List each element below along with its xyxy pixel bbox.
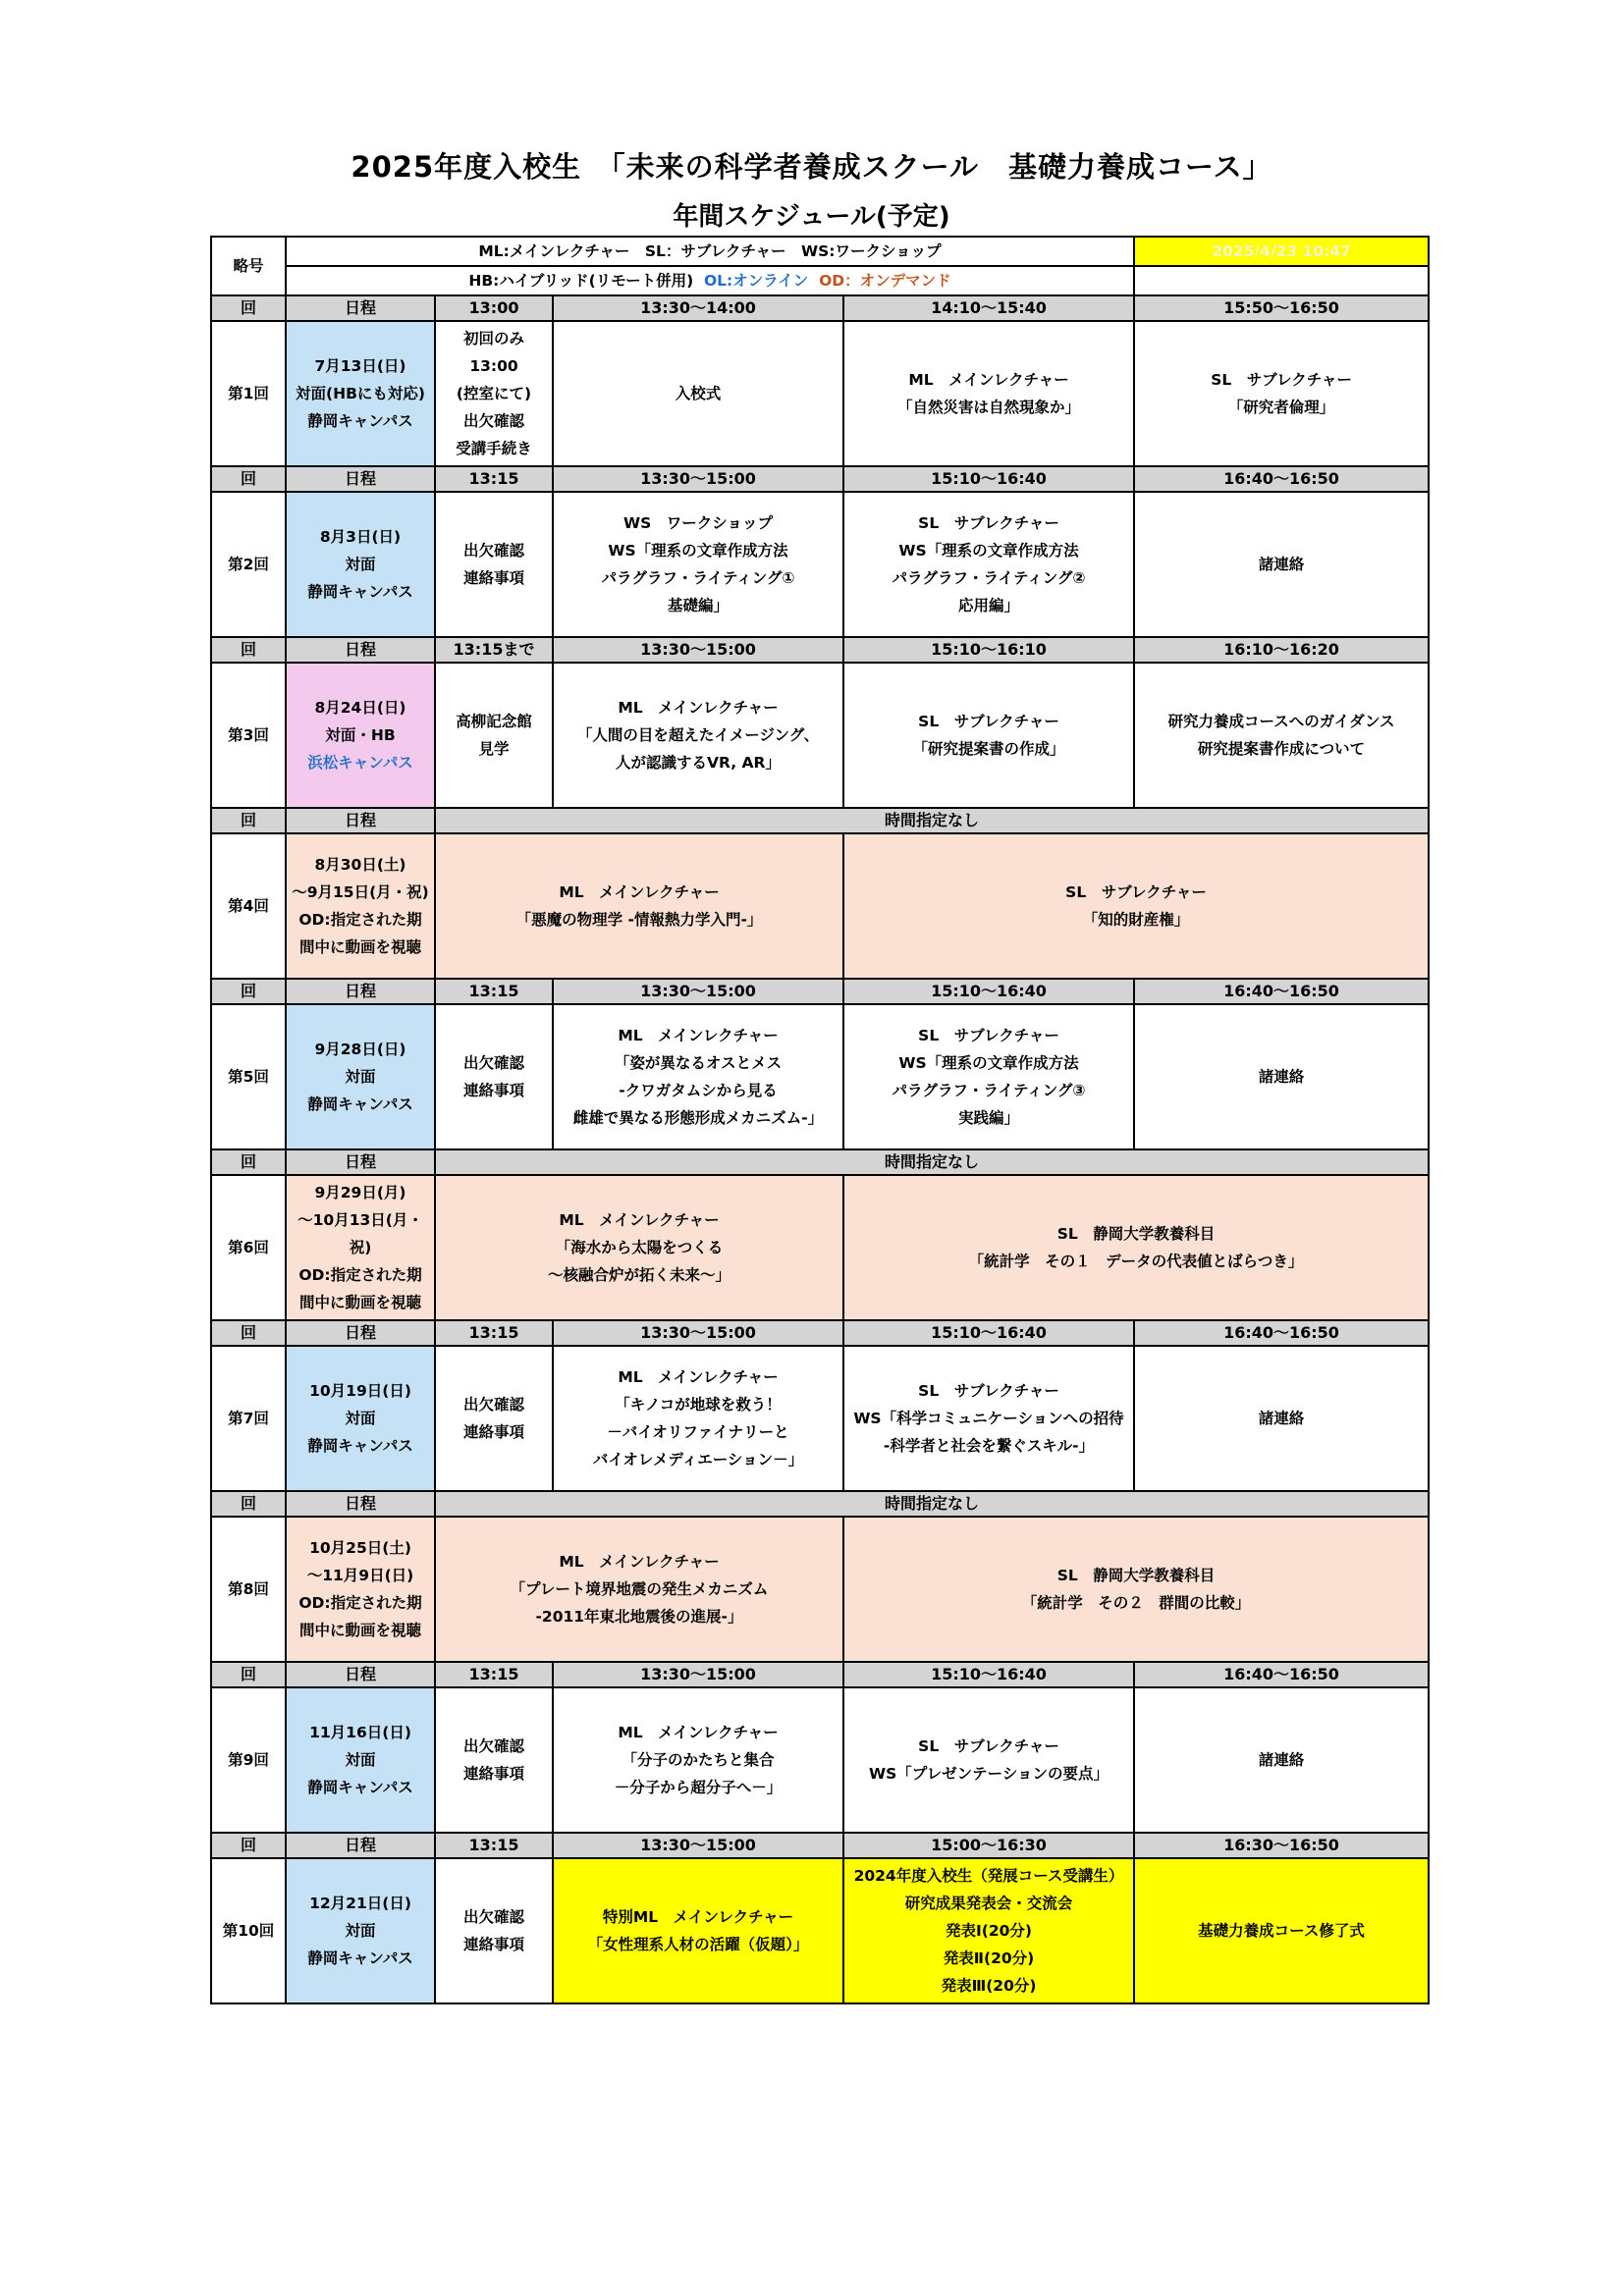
session-col-3: [843, 1004, 1134, 1149]
header-time: 16:40～16:50: [1134, 1662, 1429, 1687]
header-time: 15:10～16:40: [843, 466, 1134, 492]
header-time: 15:10～16:40: [843, 1320, 1134, 1346]
header-row: [211, 1662, 1429, 1687]
session-col-1-line: 連絡事項: [462, 1936, 524, 1953]
session-col-2-line: 「姿が異なるオスとメス: [614, 1054, 783, 1072]
session-date: [286, 1175, 435, 1320]
header-time: 16:40～16:50: [1134, 1320, 1429, 1346]
session-date-line: 10月19日(日): [309, 1382, 411, 1400]
session-number: 第5回: [211, 1004, 286, 1149]
header-time: 13:30～15:00: [553, 637, 843, 663]
header-nittei: 日程: [286, 466, 435, 492]
session-od-right: [843, 1517, 1429, 1662]
header-time: 15:00～16:30: [843, 1833, 1134, 1858]
session-date-line: 8月3日(日): [319, 528, 402, 546]
session-date-line: 静岡キャンパス: [307, 583, 413, 601]
session-col-2: [553, 321, 843, 466]
session-number: 第6回: [211, 1175, 286, 1320]
session-date-line: 間中に動画を視聴: [298, 938, 421, 956]
header-time: 13:15: [435, 979, 553, 1004]
session-od-left-line: ML メインレクチャー: [559, 1553, 720, 1571]
session-col-2: [553, 663, 843, 808]
session-col-4-line: 諸連絡: [1258, 1068, 1305, 1086]
header-row: [211, 637, 1429, 663]
header-time: 16:40～16:50: [1134, 979, 1429, 1004]
session-col-4: [1134, 321, 1429, 466]
session-number: 第1回: [211, 321, 286, 466]
session-col-3-line: 発表Ⅱ(20分): [943, 1949, 1035, 1967]
session-date-line: 対面: [345, 1068, 376, 1086]
session-col-2-line: ML メインレクチャー: [618, 1027, 779, 1044]
session-date-line: ～11月9日(日): [306, 1567, 414, 1584]
session-col-2-line: 「人間の目を超えたイメージング、: [576, 726, 820, 744]
session-col-2-line: 「分子のかたちと集合: [622, 1751, 775, 1769]
session-od-left-line: -2011年東北地震後の進展-」: [535, 1608, 743, 1626]
session-number: 第2回: [211, 492, 286, 637]
session-col-3-line: SL サブレクチャー: [918, 713, 1059, 730]
session-col-4-line: SL サブレクチャー: [1211, 371, 1352, 389]
session-row: [211, 1517, 1429, 1662]
session-col-2-line: バイオレメディエーション－」: [592, 1451, 804, 1468]
session-col-2-line: パラグラフ・ライティング①: [601, 569, 795, 587]
session-date-line: 静岡キャンパス: [307, 1779, 413, 1796]
session-col-3: [843, 1346, 1134, 1491]
session-date-line: 静岡キャンパス: [307, 412, 413, 430]
session-date-line: OD:指定された期: [298, 1266, 422, 1284]
session-col-2-line: ML メインレクチャー: [618, 1368, 779, 1386]
session-col-1-line: 連絡事項: [462, 1082, 524, 1099]
session-col-1-line: 出欠確認: [462, 1054, 524, 1072]
session-col-2: [553, 492, 843, 637]
session-col-3-line: -科学者と社会を繋ぐスキル-」: [883, 1437, 1095, 1455]
session-row: [211, 833, 1429, 979]
session-date-line: 12月21日(日): [309, 1895, 411, 1912]
session-row: [211, 321, 1429, 466]
session-date-line: 11月16日(日): [309, 1724, 411, 1741]
session-date-line: 9月29日(月): [314, 1184, 406, 1201]
session-col-3-line: SL サブレクチャー: [918, 1737, 1059, 1755]
header-nittei: 日程: [286, 295, 435, 321]
session-date-line: 浜松キャンパス: [307, 754, 413, 772]
legend-hb: HB:ハイブリッド(リモート併用): [468, 272, 694, 290]
session-date: [286, 663, 435, 808]
session-col-2-line: 人が認識するVR, AR」: [616, 754, 781, 772]
session-od-left-line: ML メインレクチャー: [559, 1211, 720, 1229]
session-number: 第3回: [211, 663, 286, 808]
session-col-2: [553, 1687, 843, 1833]
session-od-right-line: SL サブレクチャー: [1065, 883, 1207, 901]
header-row: [211, 1491, 1429, 1517]
header-time: 13:15まで: [435, 637, 553, 663]
session-col-4: [1134, 1858, 1429, 2003]
session-col-4: [1134, 1004, 1429, 1149]
session-col-3-line: パラグラフ・ライティング②: [892, 569, 1086, 587]
session-col-3-line: WS「理系の文章作成方法: [898, 542, 1079, 560]
session-date-line: 静岡キャンパス: [307, 1949, 413, 1967]
session-row: [211, 492, 1429, 637]
header-nittei: 日程: [286, 808, 435, 833]
session-col-4-line: 諸連絡: [1258, 1410, 1305, 1427]
session-col-1-line: 出欠確認: [462, 1908, 524, 1926]
legend-line-2: [286, 266, 1134, 295]
header-nittei: 日程: [286, 1833, 435, 1858]
header-time: 13:00: [435, 295, 553, 321]
header-time: 15:10～16:40: [843, 1662, 1134, 1687]
header-time: 14:10～15:40: [843, 295, 1134, 321]
session-col-1-line: 出欠確認: [462, 1396, 524, 1414]
session-col-3-line: 発表Ⅲ(20分): [941, 1977, 1037, 1995]
session-date-line: 8月24日(日): [314, 699, 406, 717]
session-col-2-line: 雌雄で異なる形態形成メカニズム-」: [572, 1109, 824, 1127]
session-row: [211, 1346, 1429, 1491]
session-od-left-line: 「プレート境界地震の発生メカニズム: [510, 1580, 769, 1598]
session-od-right: [843, 1175, 1429, 1320]
session-col-1: [435, 492, 553, 637]
session-od-left-line: ～核融合炉が拓く未来～」: [547, 1266, 730, 1284]
session-col-1-line: (控室にて): [456, 385, 532, 402]
session-col-4-line: 諸連絡: [1258, 556, 1305, 573]
header-kai: 回: [211, 1320, 286, 1346]
session-col-3-line: 研究成果発表会・交流会: [904, 1895, 1073, 1912]
session-col-2-line: 入校式: [675, 385, 722, 402]
session-col-1: [435, 1346, 553, 1491]
header-kai: 回: [211, 1149, 286, 1175]
header-kai: 回: [211, 808, 286, 833]
session-date-line: 間中に動画を視聴: [298, 1622, 421, 1639]
session-col-1: [435, 1687, 553, 1833]
session-date: [286, 1687, 435, 1833]
page-subtitle: 年間スケジュール(予定): [673, 202, 950, 232]
session-number: 第8回: [211, 1517, 286, 1662]
header-nittei: 日程: [286, 1149, 435, 1175]
session-col-1: [435, 321, 553, 466]
header-kai: 回: [211, 979, 286, 1004]
session-col-1-line: 連絡事項: [462, 569, 524, 587]
header-no-time: 時間指定なし: [435, 1491, 1429, 1517]
legend-od: OD：オンデマンド: [819, 272, 951, 290]
session-col-3-line: WS「科学コミュニケーションへの招待: [853, 1410, 1124, 1427]
header-row: [211, 1149, 1429, 1175]
header-nittei: 日程: [286, 637, 435, 663]
session-od-left-line: ML メインレクチャー: [559, 883, 720, 901]
header-row: [211, 979, 1429, 1004]
session-col-3-line: 「研究提案書の作成」: [912, 740, 1065, 758]
session-col-3-line: パラグラフ・ライティング③: [892, 1082, 1086, 1099]
session-col-2-line: WS ワークショップ: [623, 514, 773, 532]
session-col-2-line: -クワガタムシから見る: [619, 1082, 778, 1099]
session-col-2-line: －分子から超分子へ－」: [614, 1779, 783, 1796]
header-kai: 回: [211, 466, 286, 492]
session-col-2: [553, 1004, 843, 1149]
header-time: 13:15: [435, 1833, 553, 1858]
session-col-3-line: 「自然災害は自然現象か」: [897, 399, 1081, 416]
session-date-line: 8月30日(土): [314, 856, 406, 874]
session-od-right-line: 「知的財産権」: [1082, 911, 1190, 929]
session-col-4-line: 研究提案書作成について: [1197, 740, 1366, 758]
session-number: 第7回: [211, 1346, 286, 1491]
legend-row-2: [211, 266, 1429, 295]
session-col-2-line: 基礎編」: [667, 597, 729, 614]
session-date-line: 祝): [349, 1239, 372, 1256]
legend-line-1: ML:メインレクチャー SL：サブレクチャー WS:ワークショップ: [286, 237, 1134, 266]
session-od-right: [843, 833, 1429, 979]
header-kai: 回: [211, 1833, 286, 1858]
session-date-line: 対面: [345, 1410, 376, 1427]
header-kai: 回: [211, 1662, 286, 1687]
header-time: 16:40～16:50: [1134, 466, 1429, 492]
header-no-time: 時間指定なし: [435, 1149, 1429, 1175]
session-col-1: [435, 663, 553, 808]
session-date-line: 対面: [345, 556, 376, 573]
session-col-1-line: 13:00: [469, 357, 518, 375]
session-col-1-line: 出欠確認: [462, 542, 524, 560]
session-date-line: 静岡キャンパス: [307, 1437, 413, 1455]
session-od-left-line: 「海水から太陽をつくる: [555, 1239, 724, 1256]
header-kai: 回: [211, 637, 286, 663]
session-row: [211, 1858, 1429, 2003]
session-col-2-line: ML メインレクチャー: [618, 1724, 779, 1741]
header-kai: 回: [211, 1491, 286, 1517]
header-time: 16:30～16:50: [1134, 1833, 1429, 1858]
header-time: 15:10～16:10: [843, 637, 1134, 663]
session-od-left: [435, 1517, 843, 1662]
header-row: [211, 295, 1429, 321]
session-col-1-line: 高柳記念館: [456, 713, 532, 730]
session-col-1: [435, 1858, 553, 2003]
session-row: [211, 663, 1429, 808]
session-od-right-line: 「統計学 その１ データの代表値とばらつき」: [968, 1253, 1304, 1270]
page-title: 2025年度入校生 「未来の科学者養成スクール 基礎力養成コース」: [351, 150, 1272, 184]
session-row: [211, 1175, 1429, 1320]
header-kai: 回: [211, 295, 286, 321]
header-time: 13:30～15:00: [553, 466, 843, 492]
header-row: [211, 466, 1429, 492]
header-time: 13:15: [435, 1662, 553, 1687]
session-date-line: 対面: [345, 1922, 376, 1940]
session-col-3-line: 実践編」: [958, 1109, 1020, 1127]
header-time: 13:30～15:00: [553, 1833, 843, 1858]
session-col-2-line: 「キノコが地球を救う！: [615, 1396, 782, 1414]
session-number: 第10回: [211, 1858, 286, 2003]
session-col-1-line: 見学: [478, 740, 510, 758]
session-col-4-line: 研究力養成コースへのガイダンス: [1167, 713, 1395, 730]
session-col-4-line: 諸連絡: [1258, 1751, 1305, 1769]
session-date: [286, 492, 435, 637]
session-date-line: 対面: [345, 1751, 376, 1769]
header-row: [211, 1320, 1429, 1346]
session-col-3: [843, 1687, 1134, 1833]
session-date-line: ～9月15日(月・祝): [292, 883, 429, 901]
session-date: [286, 1858, 435, 2003]
session-row: [211, 1004, 1429, 1149]
schedule-table: [210, 236, 1430, 2004]
header-time: 13:15: [435, 466, 553, 492]
header-row: [211, 808, 1429, 833]
session-od-right-line: SL 静岡大学教養科目: [1056, 1225, 1216, 1243]
session-date-line: 間中に動画を視聴: [298, 1294, 421, 1311]
session-col-2: [553, 1346, 843, 1491]
session-date-line: OD:指定された期: [298, 911, 422, 929]
session-date-line: OD:指定された期: [298, 1594, 422, 1612]
session-od-left-line: 「悪魔の物理学 -情報熱力学入門-」: [515, 911, 763, 929]
session-col-4-line: 「研究者倫理」: [1227, 399, 1335, 416]
session-number: 第9回: [211, 1687, 286, 1833]
session-col-4: [1134, 663, 1429, 808]
session-date: [286, 1517, 435, 1662]
session-col-3-line: SL サブレクチャー: [918, 1382, 1059, 1400]
session-date-line: 10月25日(土): [309, 1539, 411, 1557]
header-nittei: 日程: [286, 1320, 435, 1346]
session-col-3-line: SL サブレクチャー: [918, 514, 1059, 532]
session-od-right-line: 「統計学 その２ 群間の比較」: [1021, 1594, 1251, 1612]
session-col-3-line: 発表Ⅰ(20分): [946, 1922, 1033, 1940]
session-date-line: 9月28日(日): [314, 1041, 406, 1058]
legend-label: 略号: [211, 237, 286, 295]
header-time: 13:30～14:00: [553, 295, 843, 321]
session-col-1-line: 連絡事項: [462, 1765, 524, 1783]
header-no-time: 時間指定なし: [435, 808, 1429, 833]
session-col-4: [1134, 1346, 1429, 1491]
session-date: [286, 1346, 435, 1491]
header-time: 16:10～16:20: [1134, 637, 1429, 663]
session-number: 第4回: [211, 833, 286, 979]
session-row: [211, 1687, 1429, 1833]
session-od-right-line: SL 静岡大学教養科目: [1056, 1567, 1216, 1584]
header-time: 15:10～16:40: [843, 979, 1134, 1004]
session-date-line: 対面・HB: [325, 726, 396, 744]
session-col-1-line: 連絡事項: [462, 1423, 524, 1441]
session-date-line: 7月13日(日): [314, 357, 406, 375]
session-col-3: [843, 1858, 1134, 2003]
header-nittei: 日程: [286, 1491, 435, 1517]
header-time: 13:30～15:00: [553, 1662, 843, 1687]
session-col-1: [435, 1004, 553, 1149]
session-col-4: [1134, 1687, 1429, 1833]
session-od-left: [435, 833, 843, 979]
session-col-2-line: WS「理系の文章作成方法: [608, 542, 788, 560]
session-date: [286, 833, 435, 979]
session-date-line: 静岡キャンパス: [307, 1095, 413, 1113]
session-col-3-line: ML メインレクチャー: [908, 371, 1069, 389]
legend-ol: OL:オンライン: [704, 272, 809, 290]
session-col-3: [843, 321, 1134, 466]
session-col-2-line: 「女性理系人材の活躍（仮題）」: [587, 1936, 809, 1953]
session-col-2-line: 特別ML メインレクチャー: [602, 1908, 794, 1926]
date-stamp: 2025/4/23 10:47: [1134, 237, 1429, 266]
session-col-1-line: 受講手続き: [456, 440, 532, 457]
session-od-left: [435, 1175, 843, 1320]
session-col-3: [843, 492, 1134, 637]
session-col-1-line: 出欠確認: [462, 1737, 524, 1755]
session-col-2: [553, 1858, 843, 2003]
session-col-3-line: SL サブレクチャー: [918, 1027, 1059, 1044]
session-date: [286, 1004, 435, 1149]
session-col-3-line: 2024年度入校生（発展コース受講生）: [853, 1867, 1124, 1885]
session-col-1-line: 出欠確認: [462, 412, 524, 430]
header-nittei: 日程: [286, 979, 435, 1004]
session-col-4: [1134, 492, 1429, 637]
header-row: [211, 1833, 1429, 1858]
header-time: 13:30～15:00: [553, 1320, 843, 1346]
session-date: [286, 321, 435, 466]
header-nittei: 日程: [286, 1662, 435, 1687]
legend-blank: [1134, 266, 1429, 295]
session-col-3-line: WS「プレゼンテーションの要点」: [868, 1765, 1109, 1783]
header-time: 15:50～16:50: [1134, 295, 1429, 321]
session-col-3-line: 応用編」: [958, 597, 1020, 614]
header-time: 13:30～15:00: [553, 979, 843, 1004]
session-col-1-line: 初回のみ: [462, 330, 524, 347]
session-date-line: 対面(HBにも対応): [296, 385, 425, 402]
session-col-2-line: －バイオリファイナリーと: [607, 1423, 789, 1441]
session-col-3-line: WS「理系の文章作成方法: [898, 1054, 1079, 1072]
session-col-2-line: ML メインレクチャー: [618, 699, 779, 717]
legend-row: [211, 237, 1429, 266]
session-col-4-line: 基礎力養成コース修了式: [1198, 1922, 1365, 1940]
header-time: 13:15: [435, 1320, 553, 1346]
session-col-3: [843, 663, 1134, 808]
session-date-line: ～10月13日(月・: [298, 1211, 423, 1229]
